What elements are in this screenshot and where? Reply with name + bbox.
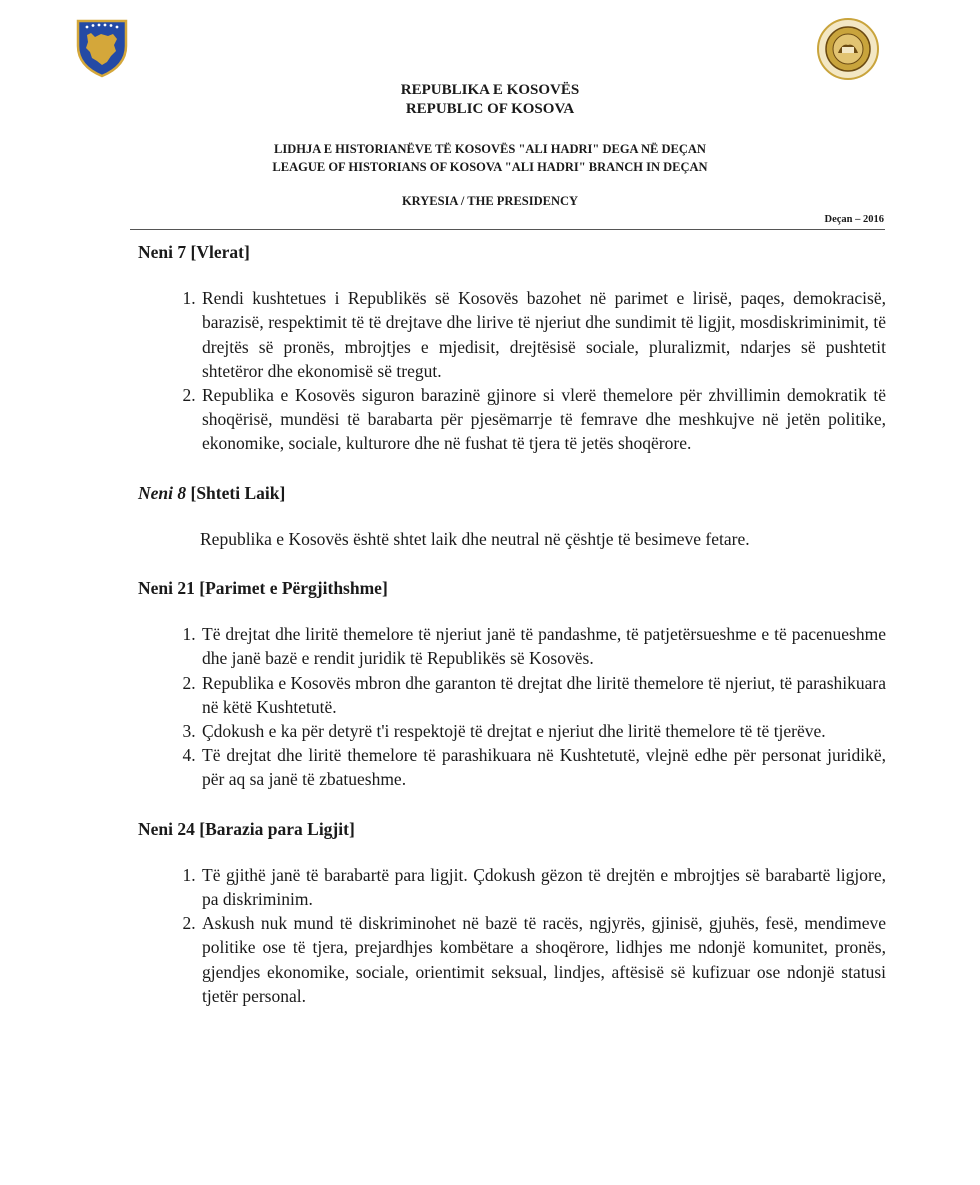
- article-24: [138, 817, 886, 1008]
- list-item: 4. Të drejtat dhe liritë themelore të parashikuara në Kushtetutë, vlejnë edhe për personat juridikë, për aq sa janë të zbatueshme.: [200, 743, 886, 791]
- list-item: 2. Askush nuk mund të diskriminohet në bazë të racës, ngjyrës, gjinisë, gjuhës, fesë, mendimeve politike ose të tjera, prejardhjes kombëtare a shoqërore, lidhjes me ndonjë komunitet, pronës, gjendjes ekonomike, sociale, orientimit seksual, lindjes, aftësisë së kufizuar ose ndonjë statusi tjetër personal.: [200, 911, 886, 1008]
- article-title: [138, 817, 886, 841]
- article-title: [138, 481, 886, 505]
- article-title: [138, 240, 886, 264]
- header-league: [0, 140, 980, 176]
- article-number: Neni 21: [138, 578, 195, 599]
- article-heading: [Barazia para Ligjit]: [199, 818, 355, 839]
- list-item: 2. Republika e Kosovës mbron dhe garanton të drejtat dhe liritë themelore të njeriut, të parashikuara në këtë Kushtetutë.: [200, 671, 886, 719]
- article-title: [138, 576, 886, 600]
- article-21: [138, 576, 886, 792]
- article-list: [138, 863, 886, 1008]
- article-list: [138, 286, 886, 455]
- article-7: [138, 240, 886, 456]
- list-item: 1. Rendi kushtetues i Republikës së Kosovës bazohet në parimet e lirisë, paqes, demokracisë, barazisë, respektimit të të drejtave dhe lirive të njeriut dhe sundimit të ligjit, mosdiskriminimit, të drejtës së pronës, mbrojtjes e mjedisit, drejtësisë sociale, pluralizmit, ndarjes së pushtetit shtetëror dhe ekonomisë së tregut.: [200, 286, 886, 383]
- header-presidency: KRYESIA / THE PRESIDENCY: [401, 194, 579, 208]
- list-item: 1. Të drejtat dhe liritë themelore të njeriut janë të pandashme, të patjetërsueshme e të pacenueshme dhe janë bazë e rendit juridik të Republikës së Kosovës.: [200, 622, 886, 670]
- list-item: 1. Të gjithë janë të barabartë para ligjit. Çdokush gëzon të drejtën e mbrojtjes së barabartë ligjore, pa diskriminim.: [200, 863, 886, 911]
- article-list: [138, 622, 886, 791]
- header-divider: [130, 229, 885, 230]
- article-heading: [Vlerat]: [190, 242, 250, 262]
- header-league-en: LEAGUE OF HISTORIANS OF KOSOVA "ALI HADRI" BRANCH IN DEÇAN: [272, 160, 708, 174]
- header-country: [0, 81, 980, 119]
- article-paragraph: Republika e Kosovës është shtet laik dhe neutral në çështje të besimeve fetare.: [200, 528, 750, 549]
- article-heading: [Parimet e Përgjithshme]: [199, 578, 388, 599]
- league-seal-icon: [816, 17, 880, 81]
- header-country-sq: REPUBLIKA E KOSOVËS: [400, 82, 580, 98]
- document-body: [138, 240, 886, 1008]
- article-number: Neni 8: [138, 482, 187, 503]
- article-number: Neni 7: [138, 242, 187, 262]
- article-8: [138, 481, 886, 551]
- header-league-sq: LIDHJA E HISTORIANËVE TË KOSOVËS "ALI HADRI" DEGA NË DEÇAN: [274, 142, 706, 156]
- article-number: Neni 24: [138, 818, 195, 839]
- list-item: 2. Republika e Kosovës siguron barazinë gjinore si vlerë themelore për zhvillimin demokratik të shoqërisë, mundësi të barabarta për pjesëmarrje të femrave dhe meshkujve në jetën politike, ekonomike, sociale, kulturore dhe në fushat të tjera të jetës shoqërore.: [200, 383, 886, 456]
- header-country-en: REPUBLIC OF KOSOVA: [405, 101, 575, 117]
- article-heading: [Shteti Laik]: [190, 482, 286, 503]
- place-date: Deçan – 2016: [824, 214, 884, 225]
- kosovo-coat-of-arms-icon: [74, 18, 130, 78]
- list-item: 3. Çdokush e ka për detyrë t'i respektojë të drejtat e njeriut dhe liritë themelore të të tjerëve.: [200, 719, 886, 743]
